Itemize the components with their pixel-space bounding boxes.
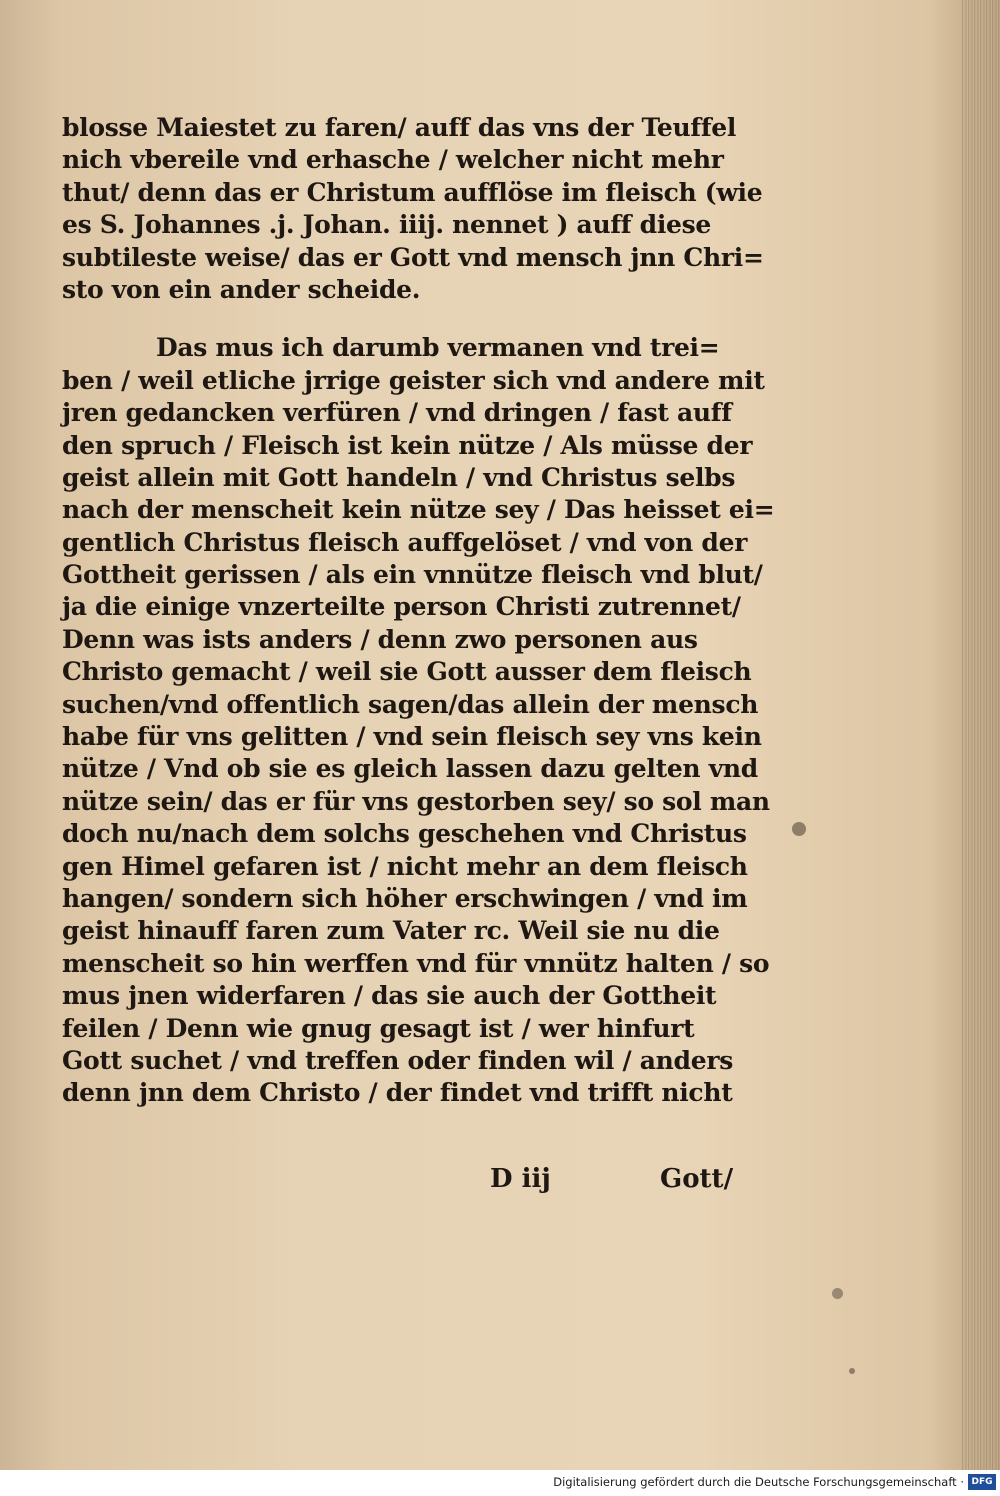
text-line: hangen/ sondern sich höher erschwingen / vnd im xyxy=(62,883,748,913)
text-line: doch nu/nach dem solchs geschehen vnd Christus xyxy=(62,819,747,849)
page-edge-stack xyxy=(962,0,1000,1470)
text-line: Gottheit gerissen / als ein vnnütze fleisch vnd blut/ xyxy=(62,560,763,590)
body-text xyxy=(62,112,782,1110)
text-line: feilen / Denn wie gnug gesagt ist / wer hinfurt xyxy=(62,1013,695,1043)
text-line: habe für vns gelitten / vnd sein fleisch sey vns kein xyxy=(62,722,762,752)
text-line: ja die einige vnzerteilte person Christi zutrennet/ xyxy=(62,592,741,622)
paragraph-gap xyxy=(62,306,782,332)
text-line: denn jnn dem Christo / der findet vnd trifft nicht xyxy=(62,1078,733,1108)
footer xyxy=(0,1470,1000,1496)
footer-credit: Digitalisierung gefördert durch die Deutsche Forschungsgemeinschaft · xyxy=(553,1475,964,1489)
text-line: blosse Maiestet zu faren/ auff das vns der Teuffel xyxy=(62,113,737,142)
catchword: Gott/ xyxy=(660,1164,734,1194)
text-line: geist allein mit Gott handeln / vnd Christus selbs xyxy=(62,462,736,492)
text-line: jren gedancken verfüren / vnd dringen / fast auff xyxy=(62,398,732,428)
paper-spot xyxy=(832,1288,843,1299)
text-line: subtileste weise/ das er Gott vnd mensch jnn Chri= xyxy=(62,242,764,272)
text-line: Denn was ists anders / denn zwo personen aus xyxy=(62,624,698,654)
text-line: menscheit so hin werffen vnd für vnnütz halten / so xyxy=(62,948,770,978)
text-line: Das mus ich darumb vermanen vnd trei= xyxy=(156,333,720,363)
text-line: gentlich Christus fleisch auffgelöset / vnd von der xyxy=(62,527,748,557)
paper-spot xyxy=(792,822,806,836)
text-line: thut/ denn das er Christum aufflöse im fleisch (wie xyxy=(62,177,763,207)
text-line: Christo gemacht / weil sie Gott ausser dem fleisch xyxy=(62,657,752,687)
paragraph-1 xyxy=(62,112,782,306)
text-line: den spruch / Fleisch ist kein nütze / Als müsse der xyxy=(62,430,753,460)
paper-spot xyxy=(849,1368,855,1374)
text-line: suchen/vnd offentlich sagen/das allein der mensch xyxy=(62,689,759,719)
text-line: mus jnen widerfaren / das sie auch der Gottheit xyxy=(62,981,717,1011)
text-line: nütze sein/ das er für vns gestorben sey/ so sol man xyxy=(62,786,770,816)
dfg-logo: DFG xyxy=(968,1474,996,1490)
text-line: Gott suchet / vnd treffen oder finden wil / anders xyxy=(62,1045,733,1075)
text-line: nich vbereile vnd erhasche / welcher nicht mehr xyxy=(62,145,724,175)
signature-mark: D iij xyxy=(490,1164,551,1194)
text-line: nach der menscheit kein nütze sey / Das heisset ei= xyxy=(62,495,775,525)
text-line: geist hinauff faren zum Vater rc. Weil sie nu die xyxy=(62,916,720,946)
text-line: nütze / Vnd ob sie es gleich lassen dazu gelten vnd xyxy=(62,754,758,784)
paragraph-2 xyxy=(62,332,782,1109)
text-line: ben / weil etliche jrrige geister sich vnd andere mit xyxy=(62,365,765,395)
text-line: sto von ein ander scheide. xyxy=(62,274,421,304)
text-line: gen Himel gefaren ist / nicht mehr an dem fleisch xyxy=(62,851,748,881)
text-line: es S. Johannes .j. Johan. iiij. nennet ) auff diese xyxy=(62,210,712,240)
